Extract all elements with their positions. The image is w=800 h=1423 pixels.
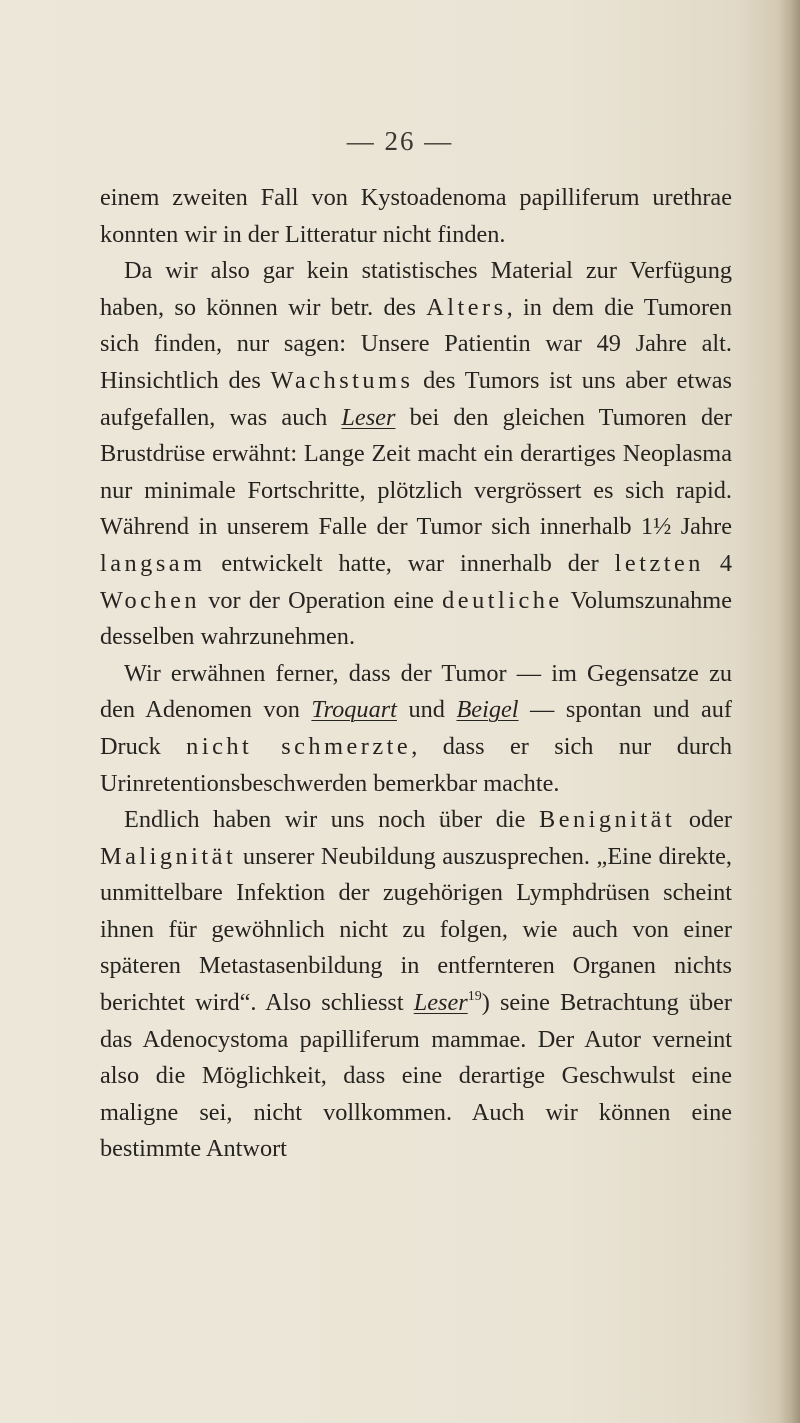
text-run: einem zweiten Fall von Kystoadenoma papilliferum urethrae konnten wir in der Litteratur nicht finden. <box>100 184 732 248</box>
spaced-emphasis: Wochen <box>100 586 201 614</box>
spaced-emphasis: nicht schmerzte <box>186 732 412 760</box>
author-name: Troquart <box>311 696 397 724</box>
text-run: ) seine Betrachtung über das Adenocystoma papilliferum mammae. Der Autor verneint also die Möglichkeit, dass eine derartige Geschwulst eine maligne sei, nicht vollkommen. Auch wir können eine bestimmte Antwort <box>100 989 733 1163</box>
text-run: bei den gleichen Tumoren der Brustdrüse erwähnt: Lange Zeit macht ein derartiges Neoplasma nur minimale Fortschritte, plötzlich vergrössert es sich rapid. Während in unserem Falle der Tumor sich innerhalb 1½ Jahre <box>100 403 732 541</box>
spaced-emphasis: Alters <box>426 293 507 321</box>
text-run: 4 <box>703 549 732 577</box>
body-text <box>100 180 732 1168</box>
text-run: des Tumors ist uns aber etwas aufgefallen, was auch <box>100 366 732 431</box>
spaced-emphasis: Malignität <box>100 842 237 870</box>
text-run: Wir erwähnen ferner, dass der Tumor — im Gegensatze zu den Adenomen von <box>100 659 732 724</box>
text-run: Da wir also gar kein statistisches Material zur Verfügung haben, so können wir betr. des <box>100 257 732 321</box>
paragraph <box>100 180 732 253</box>
paragraph <box>100 253 732 656</box>
text-run: Volumszunahme desselben wahrzunehmen. <box>100 586 732 651</box>
text-run: und <box>396 696 457 724</box>
page-number: — 26 — <box>346 126 454 156</box>
text-run: Endlich haben wir uns noch über die <box>124 806 539 834</box>
paragraph <box>100 802 732 1168</box>
text-run: vor der Operation eine <box>200 586 443 614</box>
text-run: , in dem die Tumoren sich finden, nur sagen: Unsere Patientin war 49 Jahre alt. Hinsichtlich des <box>100 293 732 394</box>
text-run: unserer Neubildung auszusprechen. „Eine direkte, unmittelbare Infektion der zugehörigen Lymphdrüsen scheint ihnen für gewöhnlich nicht zu folgen, wie auch von einer späteren Metastasenbildung in entfernteren Organen nichts berichtet wird“. Also schliesst <box>100 842 732 1017</box>
spaced-emphasis: letzten <box>614 549 704 577</box>
author-name: Leser <box>341 403 396 431</box>
text-run: entwickelt hatte, war innerhalb der <box>205 549 615 577</box>
paragraph <box>100 656 732 802</box>
author-name: Leser <box>413 989 468 1017</box>
page-edge-shadow <box>778 0 800 1423</box>
footnote-ref: 19 <box>467 989 482 1005</box>
spaced-emphasis: deutliche <box>442 586 563 614</box>
text-run: — spontan und auf Druck <box>100 696 733 760</box>
spaced-emphasis: Wachstums <box>270 366 414 394</box>
text-run: , dass er sich nur durch Urinretentionsbeschwerden bemerkbar machte. <box>100 732 733 797</box>
spaced-emphasis: langsam <box>100 549 206 577</box>
text-run: oder <box>675 806 732 834</box>
author-name: Beigel <box>456 696 519 724</box>
spaced-emphasis: Benignität <box>538 806 676 834</box>
